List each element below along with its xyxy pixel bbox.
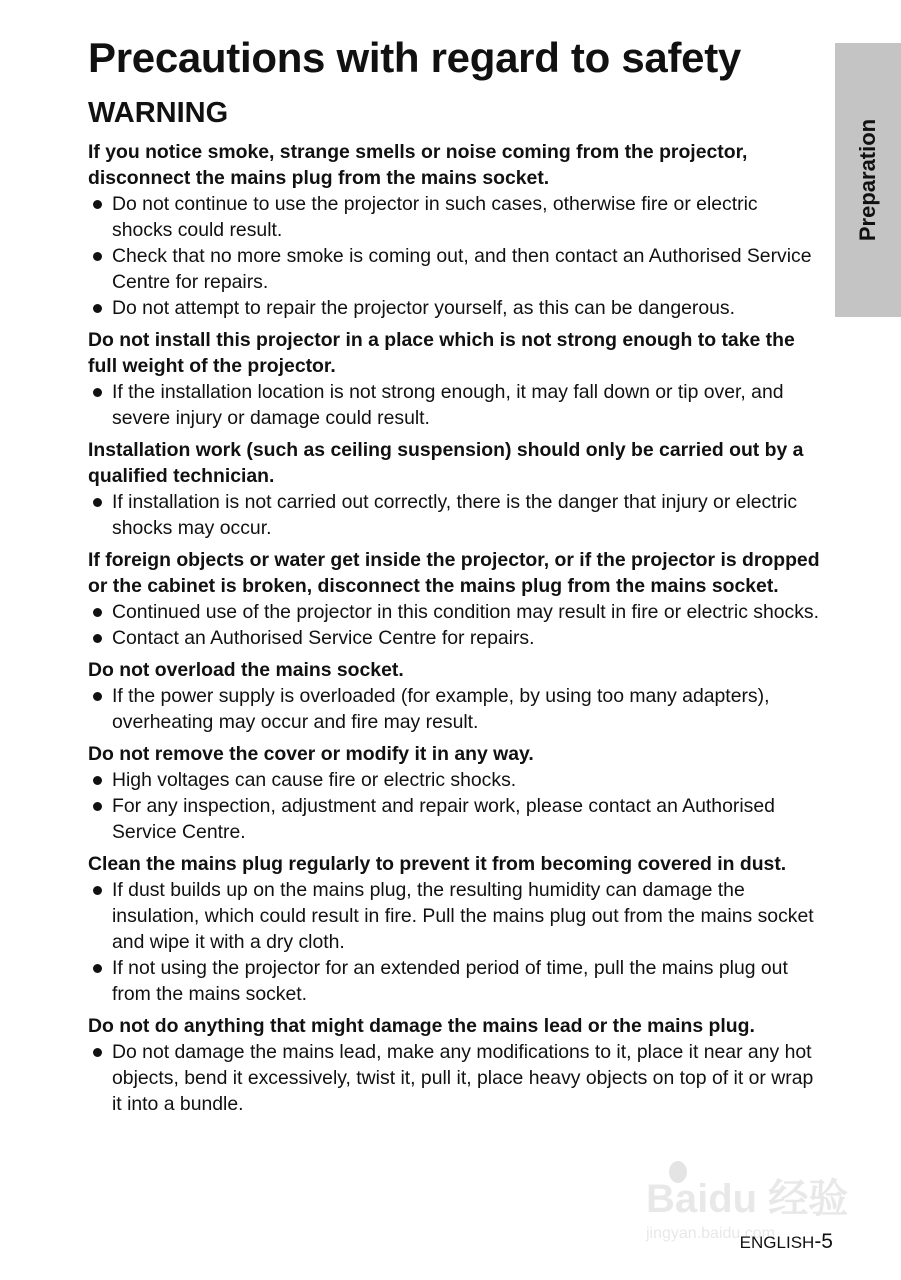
bullet-list (88, 767, 823, 845)
bullet-text: Check that no more smoke is coming out, and then contact an Authorised Service Centre for repairs. (112, 245, 812, 293)
bullet-icon (93, 304, 102, 313)
bullet-item (88, 191, 823, 243)
bullet-icon (93, 692, 102, 701)
watermark-url-text: jingyan.baidu.com (646, 1225, 775, 1242)
warning-block (88, 741, 823, 845)
bullet-list (88, 379, 823, 431)
block-heading: Installation work (such as ceiling suspension) should only be carried out by a qualified technician. (88, 439, 804, 487)
bullet-list (88, 599, 823, 651)
warning-block (88, 657, 823, 735)
page-footer (740, 1230, 833, 1254)
bullet-text: High voltages can cause fire or electric shocks. (112, 769, 517, 791)
bullet-icon (93, 776, 102, 785)
warning-block (88, 327, 823, 431)
bullet-text: Do not continue to use the projector in such cases, otherwise fire or electric shocks could result. (112, 193, 758, 241)
bullet-text: If installation is not carried out correctly, there is the danger that injury or electric shocks may occur. (112, 491, 798, 539)
block-heading: Clean the mains plug regularly to prevent it from becoming covered in dust. (88, 853, 787, 875)
bullet-list (88, 683, 823, 735)
bullet-icon (93, 498, 102, 507)
bullet-icon (93, 964, 102, 973)
bullet-list (88, 191, 823, 321)
bullet-icon (93, 608, 102, 617)
bullet-icon (93, 886, 102, 895)
bullet-text: Continued use of the projector in this condition may result in fire or electric shocks. (112, 601, 820, 623)
block-heading: If you notice smoke, strange smells or noise coming from the projector, disconnect the mains plug from the mains socket. (88, 141, 748, 189)
footer-language: ENGLISH (739, 1233, 815, 1252)
bullet-text: If the power supply is overloaded (for example, by using too many adapters), overheating may occur and fire may result. (112, 685, 770, 733)
bullet-text: If dust builds up on the mains plug, the resulting humidity can damage the insulation, which could result in fire. Pull the mains plug out from the mains socket and wipe it with a dry cloth. (112, 879, 814, 953)
side-tab-label: Preparation (855, 118, 880, 242)
warning-block (88, 547, 823, 651)
bullet-item (88, 1039, 823, 1117)
watermark-logo-text: Baidu 经验 (646, 1177, 849, 1221)
warning-block (88, 139, 823, 321)
bullet-item (88, 625, 823, 651)
bullet-item (88, 767, 823, 793)
bullet-item (88, 295, 823, 321)
block-heading: Do not do anything that might damage the mains lead or the mains plug. (88, 1015, 755, 1037)
warning-block (88, 1013, 823, 1117)
page-number: -5 (814, 1230, 833, 1253)
page-title: Precautions with regard to safety (88, 34, 741, 81)
bullet-icon (93, 802, 102, 811)
bullet-text: Do not damage the mains lead, make any modifications to it, place it near any hot objects, bend it excessively, twist it, pull it, place heavy objects on top of it or wrap it into a bundle. (112, 1041, 814, 1115)
bullet-item (88, 489, 823, 541)
block-heading: Do not overload the mains socket. (88, 659, 404, 681)
warning-heading: WARNING (88, 97, 229, 129)
bullet-text: If the installation location is not strong enough, it may fall down or tip over, and severe injury or damage could result. (112, 381, 784, 429)
block-heading: If foreign objects or water get inside the projector, or if the projector is dropped or the cabinet is broken, disconnect the mains plug from the mains socket. (88, 549, 820, 597)
side-tab-preparation (835, 43, 901, 317)
bullet-item (88, 599, 823, 625)
bullet-list (88, 489, 823, 541)
bullet-text: Do not attempt to repair the projector yourself, as this can be dangerous. (112, 297, 735, 319)
bullet-icon (93, 1048, 102, 1057)
block-heading: Do not remove the cover or modify it in any way. (88, 743, 534, 765)
bullet-list (88, 1039, 823, 1117)
warning-block (88, 437, 823, 541)
bullet-icon (93, 388, 102, 397)
bullet-text: For any inspection, adjustment and repair work, please contact an Authorised Service Centre. (112, 795, 775, 843)
bullet-icon (93, 634, 102, 643)
bullet-icon (93, 252, 102, 261)
bullet-item (88, 877, 823, 955)
warning-content (88, 139, 823, 1123)
bullet-item (88, 683, 823, 735)
warning-block (88, 851, 823, 1007)
bullet-icon (93, 200, 102, 209)
bullet-text: Contact an Authorised Service Centre for repairs. (112, 627, 535, 649)
bullet-item (88, 379, 823, 431)
bullet-item (88, 243, 823, 295)
block-heading: Do not install this projector in a place which is not strong enough to take the full weight of the projector. (88, 329, 795, 377)
bullet-item (88, 955, 823, 1007)
bullet-list (88, 877, 823, 1007)
bullet-item (88, 793, 823, 845)
bullet-text: If not using the projector for an extended period of time, pull the mains plug out from the mains socket. (112, 957, 788, 1005)
